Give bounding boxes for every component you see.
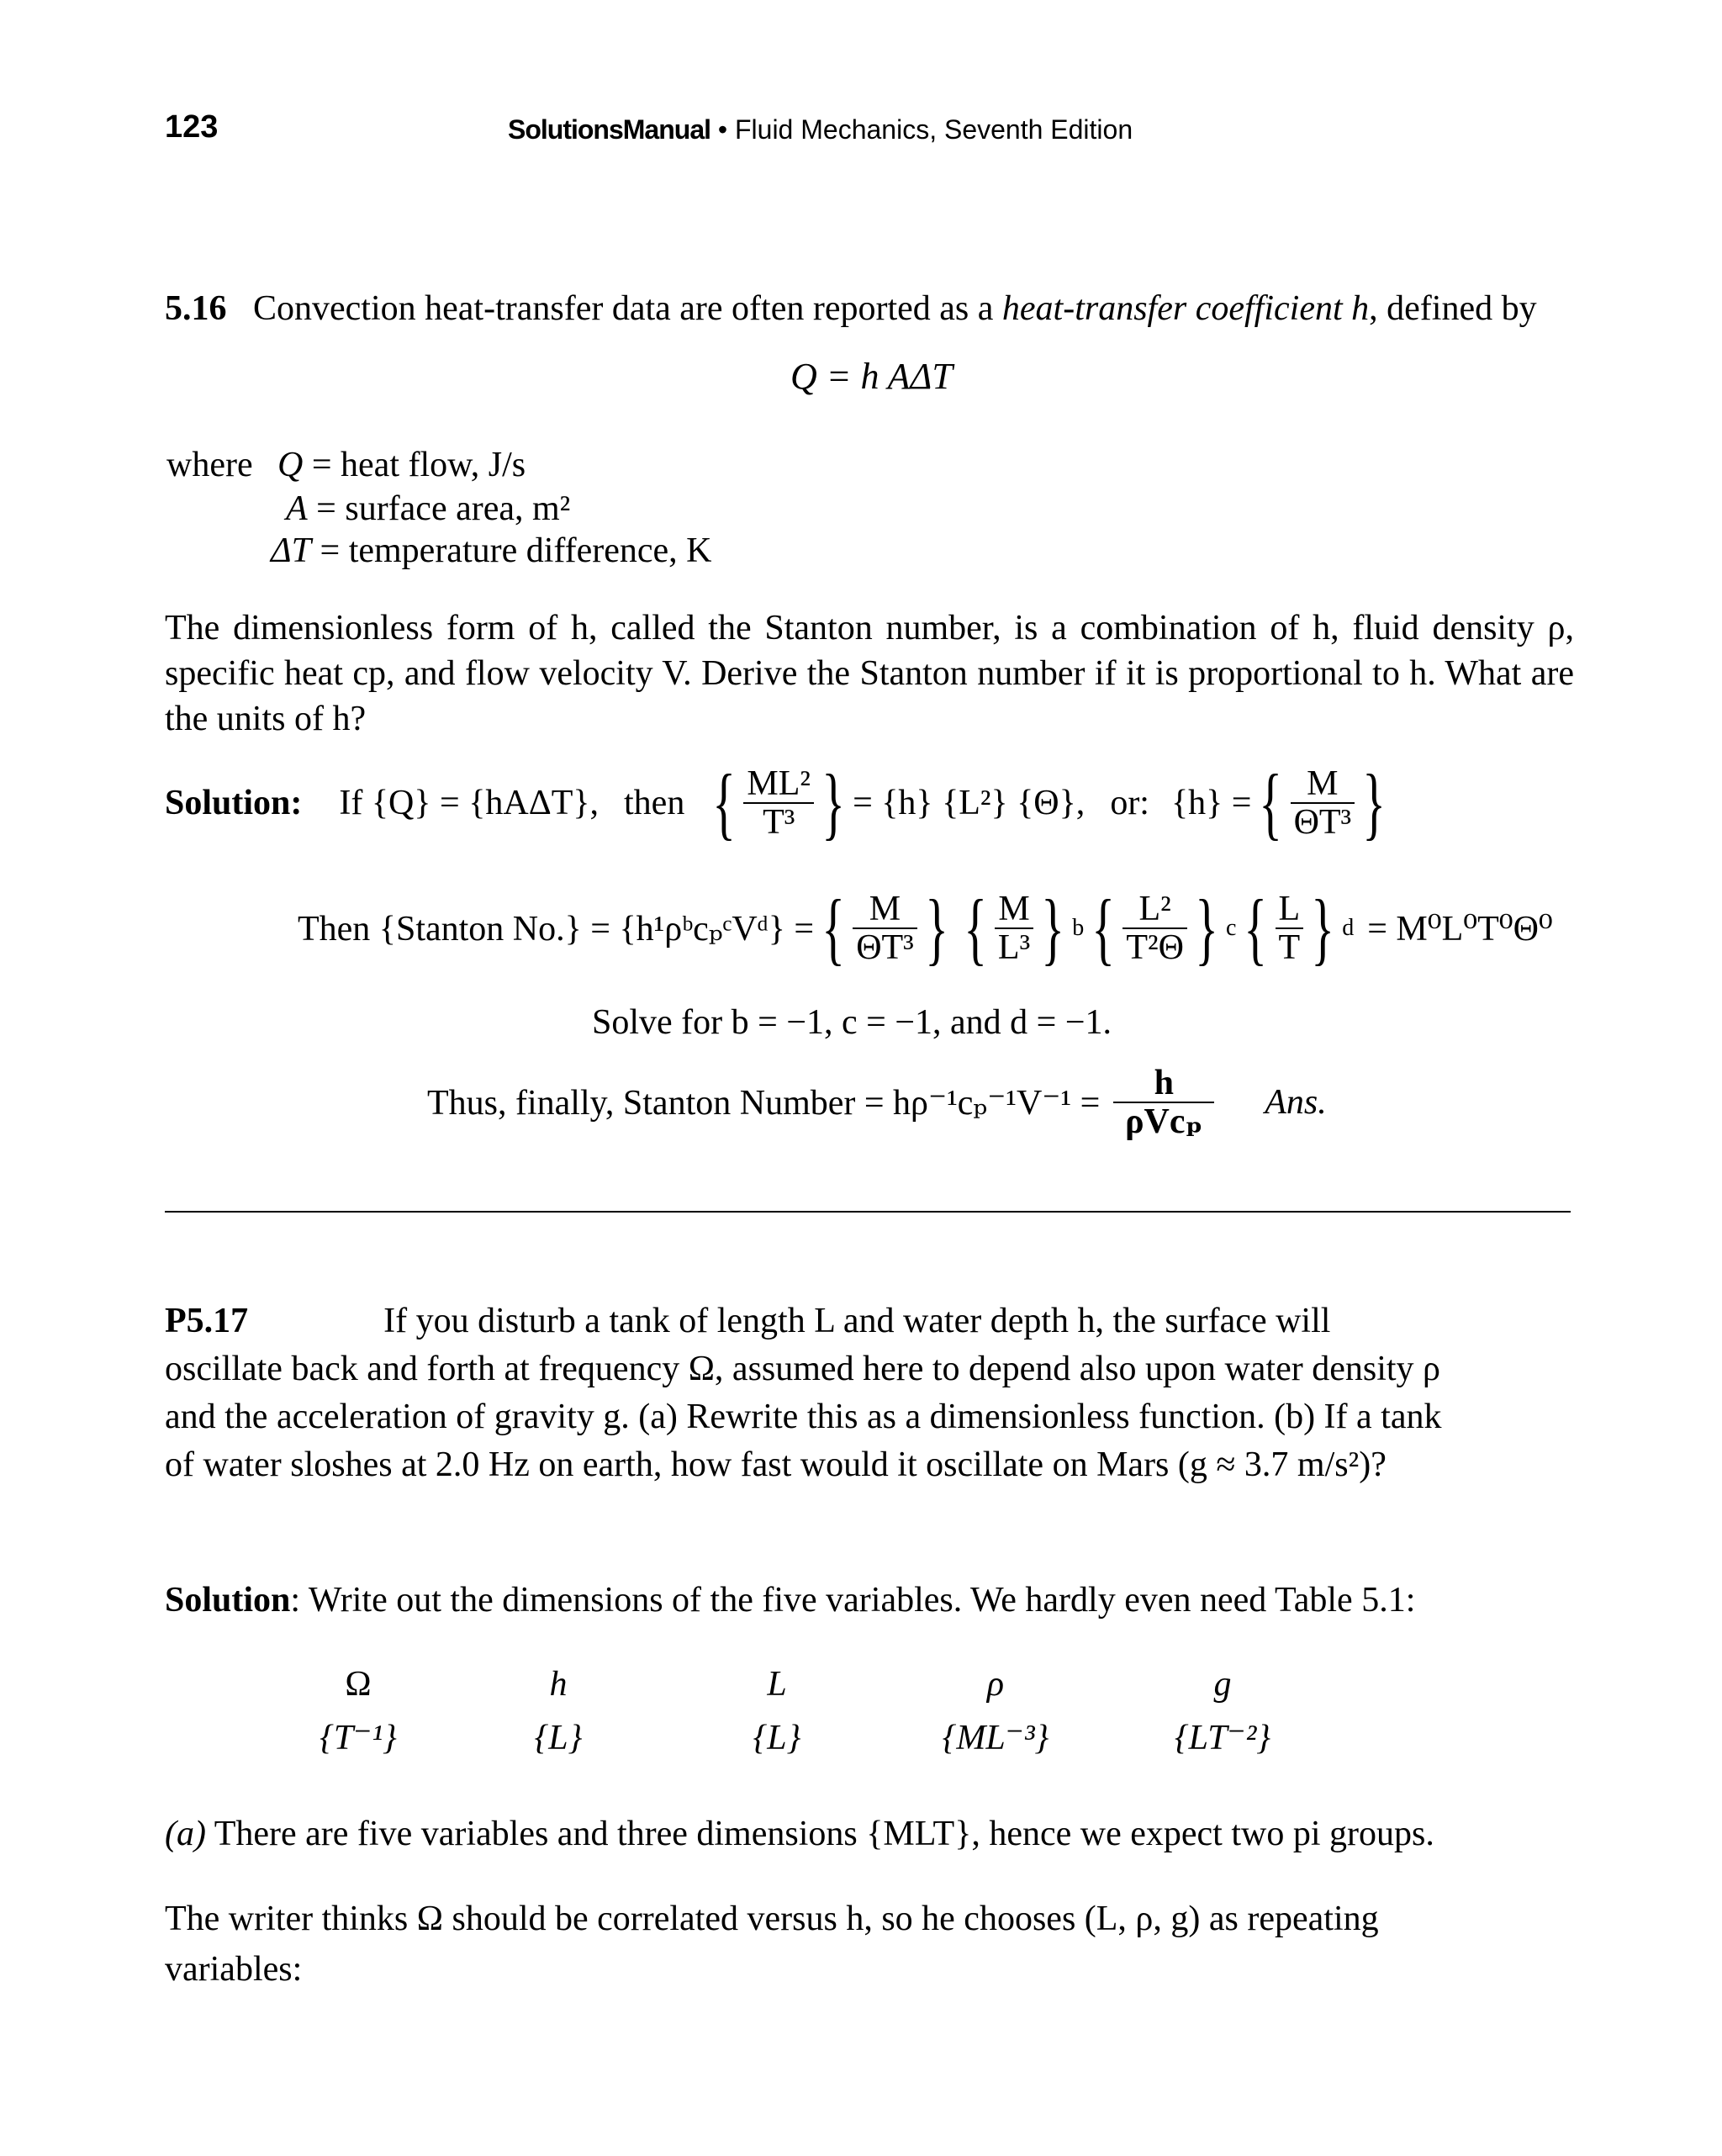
variable-g	[1130, 1662, 1315, 1761]
problem-5-16-text: The dimensionless form of h, called the Stanton number, is a combination of h, fluid density ρ, specific heat cp, and flow velocity V. Derive the Stanton number if it is proportional to h. What are the units of h?	[165, 609, 1574, 738]
solution-label: Solution:	[165, 784, 303, 822]
def-symbol: Q	[277, 446, 304, 484]
sol-then: then	[624, 784, 685, 822]
problem-5-17-text: oscillate back and forth at frequency Ω, assumed here to depend also upon water density ρ and the acceleration of gravity g. (a) Rewrite this as a dimensionless function. (b) If a tank of water sloshes at 2.0 Hz on earth, how fast would it oscillate on Mars (g ≈ 3.7 m/s²)?	[165, 1350, 1442, 1484]
right-brace: }	[1311, 883, 1335, 973]
def-text: = surface area, m²	[316, 489, 571, 528]
stanton-number-formula: Thus, finally, Stanton Number = hρ⁻¹cₚ⁻¹V⁻¹ =	[427, 1084, 1101, 1123]
solution-line-1	[165, 757, 1393, 849]
sol-h-equals: {h} =	[1170, 784, 1252, 822]
solution-line-2: Then {Stanton No.} = {h¹ρᵇcₚᶜVᵈ} = { $\frac{M}{\text{ΘT³}}$ } { $\frac{M}{\text{L³}}$ } b { $\frac{\text{L²}}{\text{T²Θ}}$ } c { $\frac{L}{T}$ } d = M⁰L⁰T⁰Θ⁰	[298, 883, 1553, 973]
variable-h	[466, 1662, 651, 1761]
fraction-1: $\frac{M}{\text{ΘT³}}$	[853, 890, 917, 966]
def-text: = heat flow, J/s	[311, 446, 526, 484]
variable-symbol: ρ	[986, 1665, 1005, 1704]
running-header	[508, 114, 1133, 145]
where-word: where	[166, 446, 253, 484]
def-surface-area	[286, 486, 570, 531]
dimensionless-result: = M⁰L⁰T⁰Θ⁰	[1367, 910, 1553, 949]
section-divider	[165, 1211, 1571, 1213]
solution-label: Solution	[165, 1581, 291, 1620]
variable-rho	[903, 1662, 1088, 1761]
intro-pre: Convection heat-transfer data are often reported as a	[253, 289, 1002, 328]
stanton-fraction: $\frac{h}{\text{ρVcₚ}}$	[1113, 1065, 1214, 1140]
problem-number: 5.16	[165, 289, 227, 328]
variable-dimension: {T⁻¹}	[320, 1719, 397, 1757]
problem-5-16-statement	[165, 286, 1537, 331]
variable-dimension: {L}	[753, 1719, 801, 1757]
page-number: 123	[165, 109, 219, 145]
right-brace: }	[1041, 883, 1065, 973]
right-brace: }	[1362, 758, 1387, 848]
part-a-body: There are five variables and three dimensions {MLT}, hence we expect two pi groups.	[205, 1815, 1434, 1853]
sol-if: If {Q} = {hAΔT},	[339, 784, 600, 822]
left-brace: {	[821, 883, 845, 973]
then-stanton-label: Then {Stanton No.} = {h¹ρᵇcₚᶜVᵈ} =	[298, 910, 815, 949]
left-brace: {	[1244, 883, 1268, 973]
def-temperature-difference	[271, 528, 712, 573]
variable-symbol: h	[549, 1665, 568, 1704]
problem-5-17-first-line	[165, 1298, 1330, 1344]
variable-dimension: {LT⁻²}	[1174, 1719, 1271, 1757]
fraction-4: $\frac{L}{T}$	[1276, 890, 1304, 966]
intro-term: heat-transfer coefficient h	[1001, 289, 1370, 328]
left-brace: {	[712, 758, 737, 848]
variable-dimension: {ML⁻³}	[942, 1719, 1049, 1757]
final-result-line	[427, 1056, 1327, 1149]
variable-symbol: L	[767, 1665, 787, 1704]
sol-h-l2-theta: = {h} {L²} {Θ},	[853, 784, 1085, 822]
right-brace: }	[924, 883, 948, 973]
part-a-text	[165, 1811, 1434, 1857]
variable-l	[684, 1662, 869, 1761]
fraction-3: $\frac{\text{L²}}{\text{T²Θ}}$	[1122, 890, 1187, 966]
solution-5-17-intro	[165, 1577, 1415, 1623]
fraction-2: $\frac{M}{\text{L³}}$	[995, 890, 1033, 966]
variable-symbol: Ω	[345, 1665, 372, 1704]
variable-omega	[266, 1662, 451, 1761]
left-brace: {	[1259, 758, 1283, 848]
intro-post: , defined by	[1369, 289, 1537, 328]
part-a-label: (a)	[165, 1815, 206, 1853]
right-brace: }	[821, 758, 845, 848]
def-symbol: ΔT	[271, 531, 312, 570]
book-title: Fluid Mechanics, Seventh Edition	[734, 114, 1133, 145]
right-brace: }	[1195, 883, 1218, 973]
book-brand: SolutionsManual	[508, 114, 710, 145]
left-brace: {	[1091, 883, 1116, 973]
solution-text: : Write out the dimensions of the five variables. We hardly even need Table 5.1:	[290, 1581, 1416, 1620]
variable-symbol: g	[1213, 1665, 1232, 1704]
def-text: = temperature difference, K	[320, 531, 712, 570]
solve-for-line: Solve for b = −1, c = −1, and d = −1.	[592, 1003, 1112, 1042]
problem-number: P5.17	[165, 1302, 249, 1340]
left-brace: {	[964, 883, 987, 973]
answer-label: Ans.	[1265, 1083, 1327, 1122]
writer-thinks-text: The writer thinks Ω should be correlated versus h, so he chooses (L, ρ, g) as repeating variables:	[165, 1900, 1379, 1989]
fraction-m-thetat3: $\frac{M}{\text{ΘT³}}$	[1291, 765, 1355, 841]
header-bullet: •	[717, 114, 728, 145]
def-heat-flow	[277, 442, 526, 488]
sol-or: or:	[1110, 784, 1149, 822]
fraction-ml2-t3: $\frac{\text{ML²}}{\text{T³}}$	[743, 765, 814, 841]
def-symbol: A	[286, 489, 308, 528]
main-equation: Q = h AΔT	[790, 356, 953, 397]
variable-dimension: {L}	[534, 1719, 583, 1757]
problem-text-line1: If you disturb a tank of length L and water depth h, the surface will	[383, 1302, 1331, 1340]
